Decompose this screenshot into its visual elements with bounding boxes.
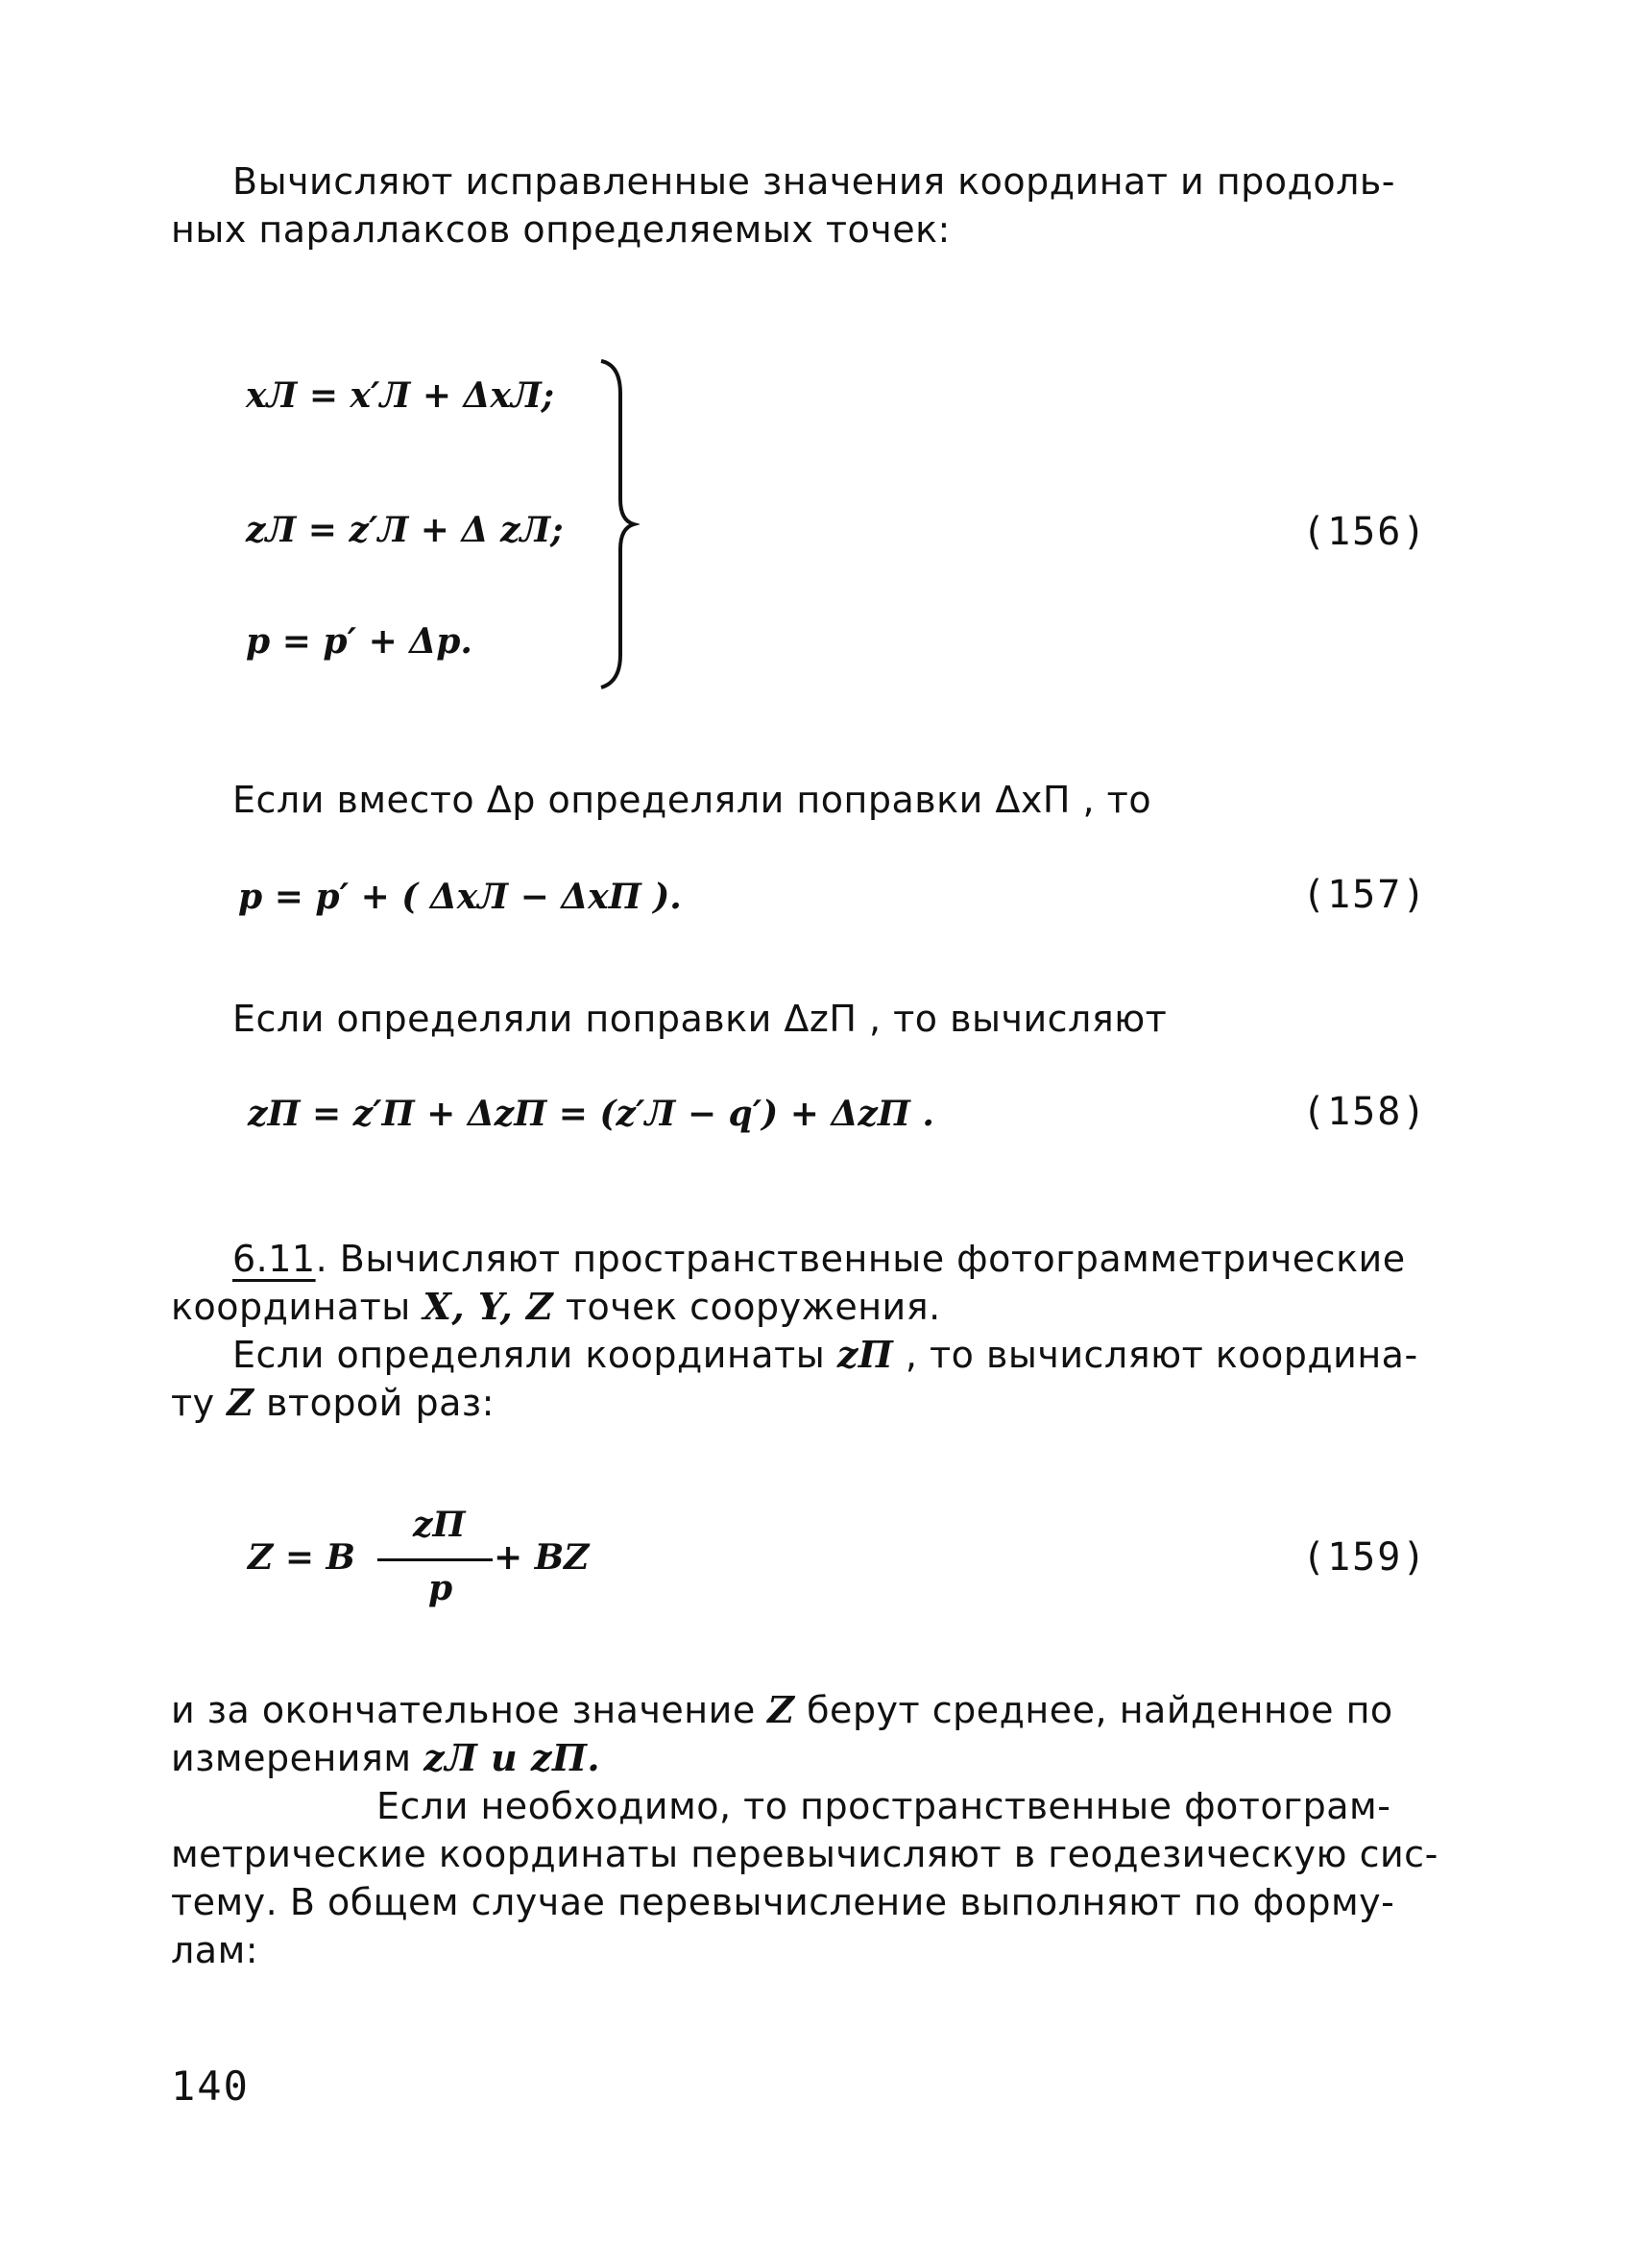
- paragraph-5-line-2-var: zЛ и zП.: [423, 1736, 601, 1779]
- equation-159-lhs: Z = B: [248, 1537, 355, 1578]
- equation-157-formula: p = p′ + ( ΔxЛ − ΔxП ).: [238, 877, 682, 917]
- equation-156-number: (156): [1302, 510, 1428, 554]
- paragraph-1-line-1: Вычисляют исправленные значения координат и продоль-: [232, 160, 1395, 203]
- paragraph-5-line-1: [171, 1686, 1393, 1734]
- paragraph-2: Если вместо Δp определяли поправки ΔxП , то: [232, 779, 1152, 821]
- section-line-2-vars: X, Y, Z: [423, 1285, 554, 1328]
- paragraph-4-line-1-var: zП: [836, 1333, 894, 1376]
- paragraph-6-line-3: тему. В общем случае перевычисление выполняют по форму-: [171, 1881, 1395, 1923]
- paragraph-4-line-1-pre: Если определяли координаты: [232, 1334, 837, 1376]
- paragraph-5-line-1-post: берут среднее, найденное по: [794, 1689, 1393, 1731]
- paragraph-4-line-2-pre: ту: [171, 1382, 228, 1424]
- paragraph-6-line-4: лам:: [171, 1929, 259, 1971]
- equation-157-number: (157): [1302, 873, 1428, 917]
- section-line-1-text: . Вычисляют пространственные фотограмметрические: [315, 1238, 1406, 1280]
- paragraph-5-line-1-var: Z: [767, 1688, 795, 1731]
- paragraph-4-line-1-post: , то вычисляют координа-: [893, 1334, 1418, 1376]
- equation-156-line-1: xЛ = x′Л + ΔxЛ;: [246, 375, 555, 416]
- section-6-11-line-1: [232, 1235, 1406, 1283]
- equation-156-line-2: zЛ = z′Л + Δ zЛ;: [246, 510, 564, 550]
- page-number: 140: [171, 2063, 250, 2110]
- paragraph-6-line-1: Если необходимо, то пространственные фотограм-: [376, 1785, 1391, 1827]
- paragraph-4-line-2: [171, 1379, 495, 1427]
- paragraph-4-line-2-post: второй раз:: [254, 1382, 495, 1424]
- paragraph-4-line-2-var: Z: [227, 1381, 254, 1424]
- paragraph-5-line-2: [171, 1734, 600, 1782]
- section-line-2-pre: координаты: [171, 1286, 423, 1328]
- paragraph-5-line-1-pre: и за окончательное значение: [171, 1689, 768, 1731]
- equation-159-denominator: p: [428, 1568, 453, 1608]
- equation-159-numerator: zП: [413, 1505, 466, 1545]
- paragraph-5-line-2-pre: измерениям: [171, 1737, 424, 1779]
- equation-159-fraction-bar: [377, 1558, 493, 1561]
- paragraph-1-line-2: ных параллаксов определяемых точек:: [171, 208, 951, 251]
- equation-158-number: (158): [1302, 1090, 1428, 1134]
- section-number: 6.11: [232, 1238, 316, 1280]
- paragraph-3: Если определяли поправки ΔzП , то вычисляют: [232, 998, 1168, 1040]
- equation-159-number: (159): [1302, 1535, 1428, 1580]
- paragraph-6-line-2: метрические координаты перевычисляют в геодезическую сис-: [171, 1833, 1438, 1875]
- equation-158-formula: zП = z′П + ΔzП = (z′Л − q′) + ΔzП .: [248, 1094, 934, 1134]
- section-line-2-post: точек сооружения.: [553, 1286, 941, 1328]
- equation-159-rhs: + BZ: [494, 1537, 590, 1578]
- right-brace: [592, 355, 640, 691]
- section-6-11-line-2: [171, 1283, 941, 1331]
- equation-156-line-3: p = p′ + Δp.: [246, 621, 472, 662]
- paragraph-4-line-1: [232, 1331, 1418, 1379]
